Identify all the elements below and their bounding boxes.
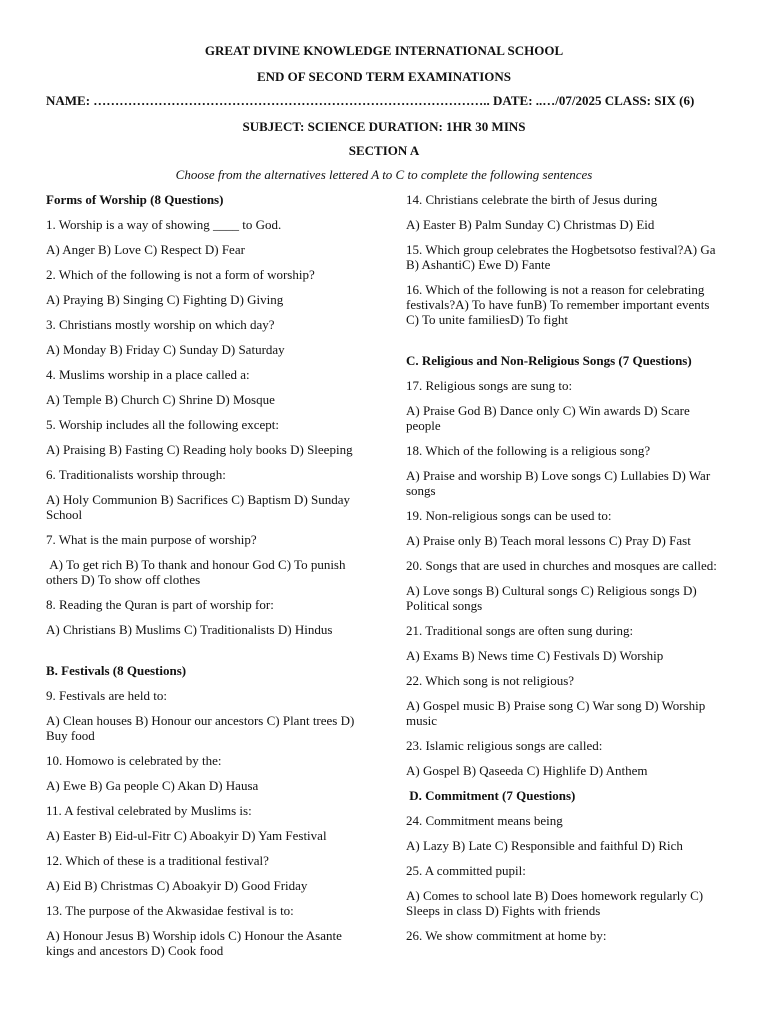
answers-13: A) Honour Jesus B) Worship idols C) Honour the Asante kings and ancestors D) Cook food xyxy=(46,928,342,958)
section-heading-commitment: D. Commitment (7 Questions) xyxy=(406,788,576,803)
answers-21: A) Exams B) News time C) Festivals D) Worship xyxy=(406,648,664,663)
question-7: 7. What is the main purpose of worship? xyxy=(46,532,257,547)
question-12: 12. Which of these is a traditional festival? xyxy=(46,853,269,868)
question-17: 17. Religious songs are sung to: xyxy=(406,378,573,393)
answers-25: A) Comes to school late B) Does homework regularly C) Sleeps in class D) Fights with friends xyxy=(406,888,704,918)
question-5: 5. Worship includes all the following except: xyxy=(46,417,280,432)
question-16: 16. Which of the following is not a reason for celebrating festivals?A) To have funB) To remember important events C) To unite familiesD) To fight xyxy=(406,282,710,327)
question-9: 9. Festivals are held to: xyxy=(46,688,167,703)
question-8: 8. Reading the Quran is part of worship for: xyxy=(46,597,274,612)
answers-1: A) Anger B) Love C) Respect D) Fear xyxy=(46,242,245,257)
right-column xyxy=(406,192,724,953)
question-3: 3. Christians mostly worship on which day? xyxy=(46,317,275,332)
name-date-class-line: NAME: ……………………………………………………………………………….. DATE: ..…/07/2025 CLASS: SIX (6) xyxy=(46,93,695,108)
section-title: SECTION A xyxy=(348,143,420,158)
left-column xyxy=(46,192,362,968)
answers-10: A) Ewe B) Ga people C) Akan D) Hausa xyxy=(46,778,259,793)
answers-3: A) Monday B) Friday C) Sunday D) Saturday xyxy=(46,342,285,357)
question-1: 1. Worship is a way of showing ____ to God. xyxy=(46,217,282,232)
question-10: 10. Homowo is celebrated by the: xyxy=(46,753,222,768)
exam-title: END OF SECOND TERM EXAMINATIONS xyxy=(256,69,511,84)
answers-19: A) Praise only B) Teach moral lessons C) Pray D) Fast xyxy=(406,533,691,548)
question-11: 11. A festival celebrated by Muslims is: xyxy=(46,803,252,818)
answers-5: A) Praising B) Fasting C) Reading holy books D) Sleeping xyxy=(46,442,353,457)
question-6: 6. Traditionalists worship through: xyxy=(46,467,226,482)
answers-11: A) Easter B) Eid-ul-Fitr C) Aboakyir D) Yam Festival xyxy=(46,828,327,843)
answers-23: A) Gospel B) Qaseeda C) Highlife D) Anthem xyxy=(406,763,648,778)
answers-22: A) Gospel music B) Praise song C) War song D) Worship music xyxy=(406,698,706,728)
answers-9: A) Clean houses B) Honour our ancestors C) Plant trees D) Buy food xyxy=(46,713,355,743)
answers-18: A) Praise and worship B) Love songs C) Lullabies D) War songs xyxy=(406,468,711,498)
answers-12: A) Eid B) Christmas C) Aboakyir D) Good Friday xyxy=(46,878,308,893)
answers-14: A) Easter B) Palm Sunday C) Christmas D) Eid xyxy=(406,217,655,232)
answers-2: A) Praying B) Singing C) Fighting D) Giving xyxy=(46,292,284,307)
question-20: 20. Songs that are used in churches and mosques are called: xyxy=(406,558,717,573)
question-23: 23. Islamic religious songs are called: xyxy=(406,738,603,753)
answers-7: A) To get rich B) To thank and honour God C) To punish others D) To show off clothes xyxy=(46,557,349,587)
instructions: Choose from the alternatives lettered A to C to complete the following sentences xyxy=(175,167,593,182)
subject-line: SUBJECT: SCIENCE DURATION: 1HR 30 MINS xyxy=(242,119,526,134)
answers-6: A) Holy Communion B) Sacrifices C) Baptism D) Sunday School xyxy=(46,492,351,522)
answers-24: A) Lazy B) Late C) Responsible and faithful D) Rich xyxy=(406,838,683,853)
section-heading-festivals: B. Festivals (8 Questions) xyxy=(46,663,187,678)
answers-8: A) Christians B) Muslims C) Traditionalists D) Hindus xyxy=(46,622,333,637)
question-19: 19. Non-religious songs can be used to: xyxy=(406,508,612,523)
answers-20: A) Love songs B) Cultural songs C) Religious songs D) Political songs xyxy=(406,583,697,613)
section-heading-songs: C. Religious and Non-Religious Songs (7 Questions) xyxy=(406,353,692,368)
question-2: 2. Which of the following is not a form of worship? xyxy=(46,267,315,282)
question-13: 13. The purpose of the Akwasidae festival is to: xyxy=(46,903,294,918)
question-26: 26. We show commitment at home by: xyxy=(406,928,607,943)
question-14: 14. Christians celebrate the birth of Jesus during xyxy=(406,192,658,207)
question-4: 4. Muslims worship in a place called a: xyxy=(46,367,250,382)
question-22: 22. Which song is not religious? xyxy=(406,673,575,688)
answers-17: A) Praise God B) Dance only C) Win awards D) Scare people xyxy=(406,403,690,433)
question-18: 18. Which of the following is a religious song? xyxy=(406,443,651,458)
question-21: 21. Traditional songs are often sung during: xyxy=(406,623,634,638)
section-heading-worship: Forms of Worship (8 Questions) xyxy=(46,192,224,207)
answers-4: A) Temple B) Church C) Shrine D) Mosque xyxy=(46,392,275,407)
school-name: GREAT DIVINE KNOWLEDGE INTERNATIONAL SCHOOL xyxy=(204,43,564,58)
question-25: 25. A committed pupil: xyxy=(406,863,526,878)
question-15: 15. Which group celebrates the Hogbetsotso festival?A) Ga B) AshantiC) Ewe D) Fante xyxy=(406,242,716,272)
question-24: 24. Commitment means being xyxy=(406,813,563,828)
